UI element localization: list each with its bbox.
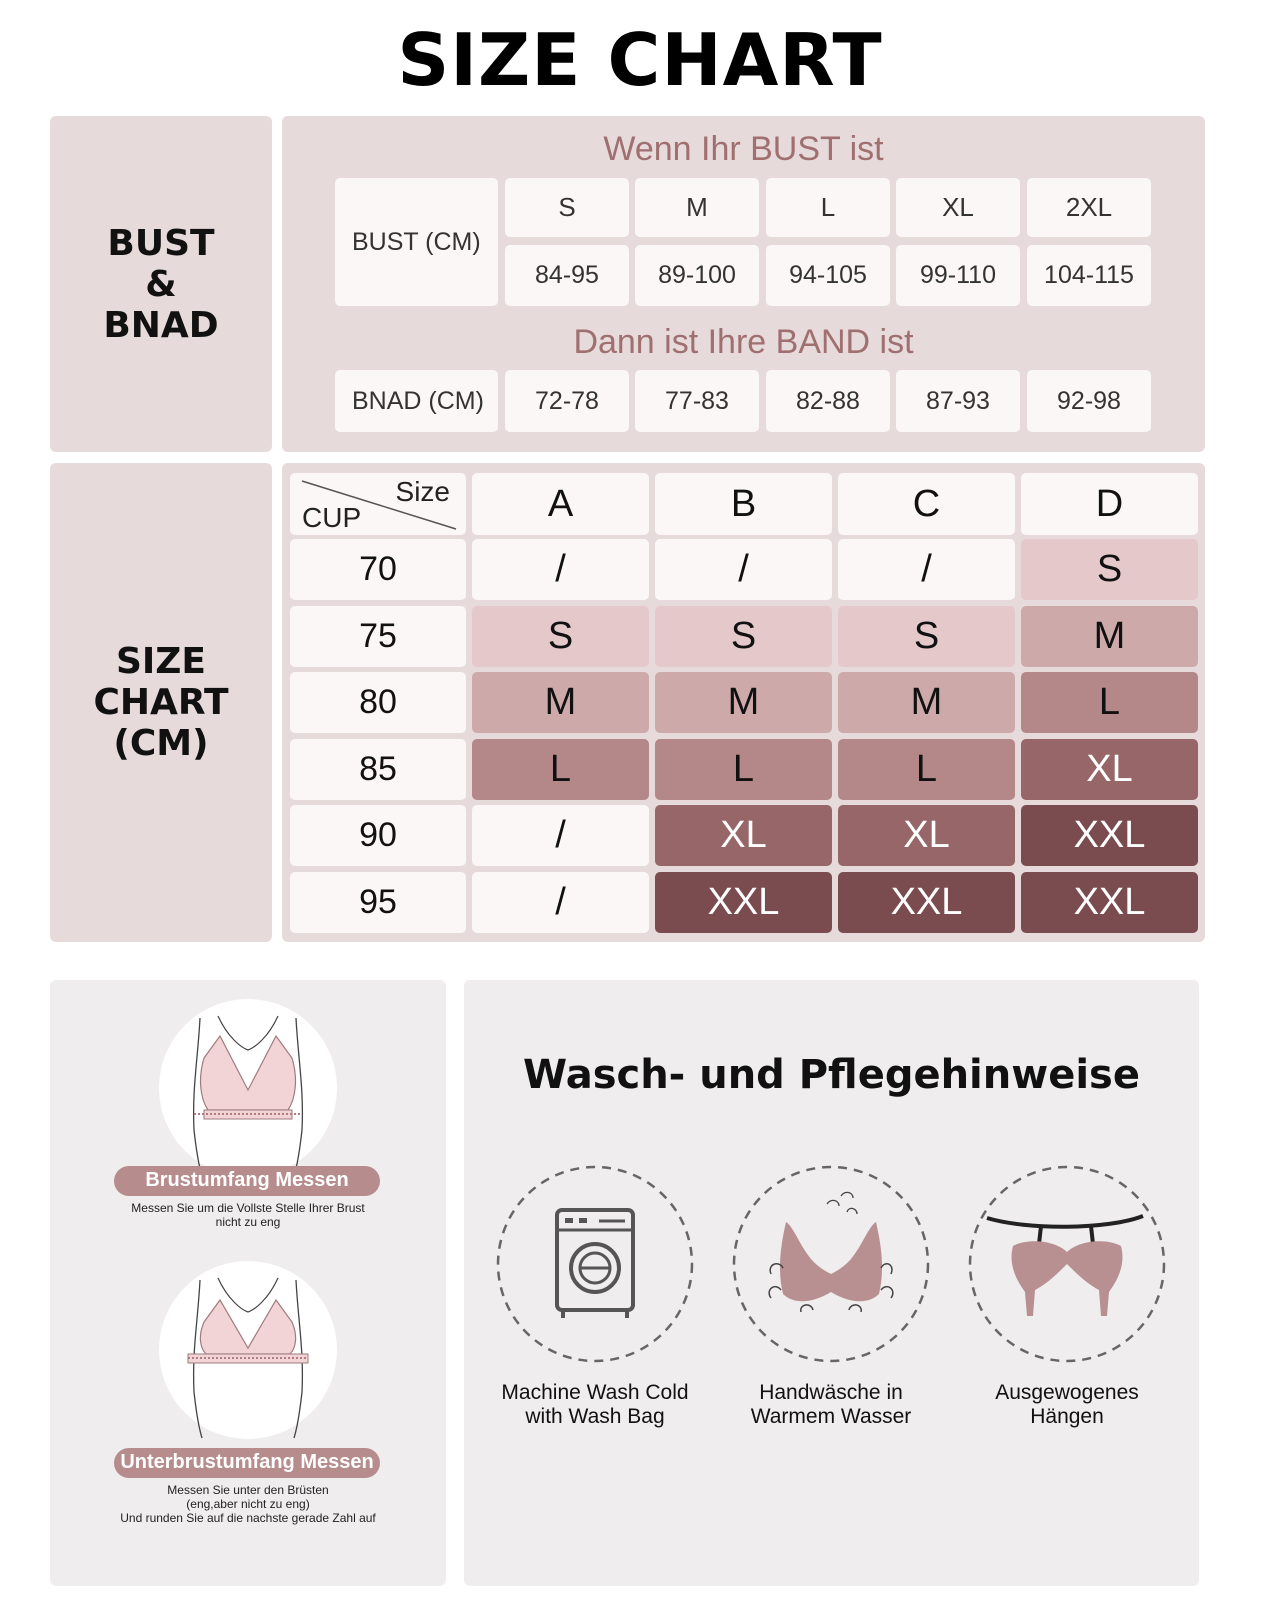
bust-range-cell: 89-100 bbox=[635, 245, 759, 306]
band-size-cell: 70 bbox=[290, 539, 466, 600]
band-size-cell: 85 bbox=[290, 739, 466, 800]
size-result-cell: / bbox=[838, 539, 1015, 600]
bust-size-cell: M bbox=[635, 178, 759, 237]
cup-header-cell: C bbox=[838, 473, 1015, 535]
bust-size-cell: L bbox=[766, 178, 890, 237]
size-result-cell: M bbox=[1021, 606, 1198, 667]
band-heading: Dann ist Ihre BAND ist bbox=[573, 323, 914, 361]
size-result-cell: XXL bbox=[838, 872, 1015, 933]
band-size-cell: 90 bbox=[290, 805, 466, 866]
size-result-cell: S bbox=[1021, 539, 1198, 600]
corner-size-label: Size bbox=[395, 476, 450, 507]
bust-range-cell: 84-95 bbox=[505, 245, 629, 306]
bust-band-side-panel bbox=[50, 116, 272, 452]
bust-size-cell: 2XL bbox=[1027, 178, 1151, 237]
size-result-cell: XXL bbox=[1021, 872, 1198, 933]
cup-header-cell: D bbox=[1021, 473, 1198, 535]
size-result-cell: / bbox=[472, 872, 649, 933]
size-result-cell: XL bbox=[1021, 739, 1198, 800]
underbust-measure-note: Messen Sie unter den Brüsten (eng,aber nicht zu eng) Und runden Sie auf die nachste gerade Zahl auf bbox=[120, 1483, 376, 1525]
page-title: SIZE CHART bbox=[397, 18, 883, 102]
size-result-cell: XXL bbox=[655, 872, 832, 933]
size-result-cell: / bbox=[472, 805, 649, 866]
bust-size-cell: XL bbox=[896, 178, 1020, 237]
underbust-measure-illustration bbox=[158, 1260, 338, 1440]
care-title: Wasch- und Pflegehinweise bbox=[523, 1052, 1140, 1098]
bust-measure-illustration bbox=[158, 998, 338, 1178]
bust-measure-label: Brustumfang Messen bbox=[114, 1166, 380, 1196]
care-label-machine-wash: Machine Wash Cold with Wash Bag bbox=[501, 1381, 689, 1428]
band-range-cell: 82-88 bbox=[766, 370, 890, 432]
band-range-cell: 77-83 bbox=[635, 370, 759, 432]
hand-wash-icon bbox=[731, 1164, 931, 1364]
size-result-cell: / bbox=[472, 539, 649, 600]
band-range-cell: 72-78 bbox=[505, 370, 629, 432]
bust-measure-note: Messen Sie um die Vollste Stelle Ihrer Brust nicht zu eng bbox=[131, 1201, 365, 1229]
size-result-cell: M bbox=[838, 672, 1015, 733]
cup-header-cell: A bbox=[472, 473, 649, 535]
size-result-cell: L bbox=[1021, 672, 1198, 733]
size-result-cell: XL bbox=[655, 805, 832, 866]
size-result-cell: XL bbox=[838, 805, 1015, 866]
hang-dry-icon bbox=[967, 1164, 1167, 1364]
size-cup-corner-cell bbox=[290, 473, 466, 535]
care-label-hang-dry: Ausgewogenes Hängen bbox=[995, 1381, 1139, 1428]
bust-size-cell: S bbox=[505, 178, 629, 237]
care-label-hand-wash: Handwäsche in Warmem Wasser bbox=[750, 1381, 912, 1428]
size-result-cell: / bbox=[655, 539, 832, 600]
size-result-cell: M bbox=[655, 672, 832, 733]
bust-row-label: BUST (CM) bbox=[335, 178, 498, 306]
bust-range-cell: 104-115 bbox=[1027, 245, 1151, 306]
size-result-cell: S bbox=[838, 606, 1015, 667]
size-result-cell: L bbox=[655, 739, 832, 800]
band-size-cell: 80 bbox=[290, 672, 466, 733]
corner-cup-label: CUP bbox=[302, 502, 362, 533]
size-result-cell: L bbox=[838, 739, 1015, 800]
size-chart-table-panel bbox=[282, 463, 1205, 942]
bust-band-side-label: BUST & BNAD bbox=[103, 222, 219, 346]
bust-heading: Wenn Ihr BUST ist bbox=[603, 130, 884, 168]
size-result-cell: S bbox=[655, 606, 832, 667]
size-result-cell: XXL bbox=[1021, 805, 1198, 866]
size-chart-side-panel bbox=[50, 463, 272, 942]
band-row-label: BNAD (CM) bbox=[335, 370, 498, 432]
size-chart-side-label: SIZE CHART (CM) bbox=[93, 641, 229, 764]
bust-range-cell: 94-105 bbox=[766, 245, 890, 306]
size-result-cell: L bbox=[472, 739, 649, 800]
size-result-cell: S bbox=[472, 606, 649, 667]
band-size-cell: 95 bbox=[290, 872, 466, 933]
underbust-measure-label: Unterbrustumfang Messen bbox=[114, 1448, 380, 1478]
band-size-cell: 75 bbox=[290, 606, 466, 667]
band-range-cell: 87-93 bbox=[896, 370, 1020, 432]
cup-header-cell: B bbox=[655, 473, 832, 535]
measure-panel bbox=[50, 980, 446, 1586]
bust-band-table-panel bbox=[282, 116, 1205, 452]
washing-machine-icon bbox=[495, 1164, 695, 1364]
size-result-cell: M bbox=[472, 672, 649, 733]
band-range-cell: 92-98 bbox=[1027, 370, 1151, 432]
bust-range-cell: 99-110 bbox=[896, 245, 1020, 306]
